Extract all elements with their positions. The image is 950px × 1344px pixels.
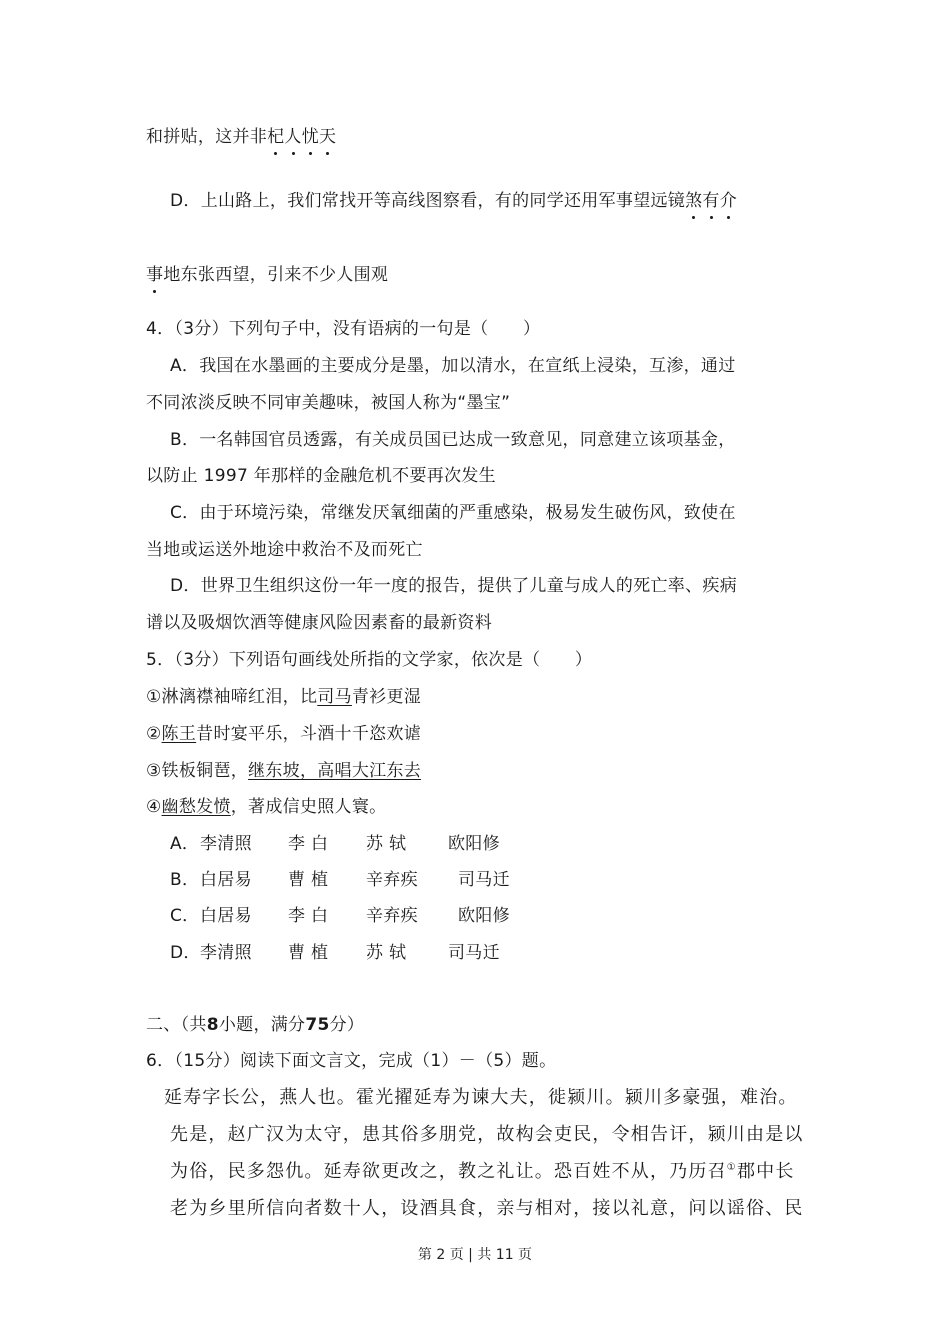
text: 青衫更湿	[351, 687, 422, 707]
q5-line-4	[146, 796, 386, 818]
text: 郡中长	[736, 1161, 795, 1182]
emphasis-char: 忧	[301, 127, 320, 147]
option-name: 辛弃疾	[366, 906, 418, 926]
option-name: 李清照	[200, 943, 252, 963]
emphasis-char: 煞	[685, 191, 703, 211]
option-label: A．	[170, 834, 200, 854]
underlined-text: 幽愁发愤	[161, 797, 231, 817]
text: 地东张西望，引来不少人围观	[163, 265, 389, 285]
q4-option-a-line2: 不同浓淡反映不同审美趣味，被国人称为“墨宝”	[146, 393, 511, 413]
text: ③铁板铜琶，	[146, 761, 249, 781]
option-name: 苏 轼	[366, 943, 407, 963]
q6-passage-line-4: 老为乡里所信向者数十人，设酒具食，亲与相对，接以礼意，问以谣俗、民	[170, 1198, 804, 1219]
q4-option-d-line1: D．世界卫生组织这份一年一度的报告，提供了儿童与成人的死亡率、疾病	[170, 576, 737, 596]
text: 小题，满分	[218, 1015, 306, 1035]
option-name: 白居易	[200, 906, 252, 926]
section-2-heading	[146, 1014, 364, 1036]
option-name: 李 白	[288, 906, 329, 926]
text: D．上山路上，我们常找开等高线图察看，有的同学还用军事望远镜	[170, 191, 686, 211]
text: 和拼贴，这并非	[146, 127, 268, 147]
emphasis-char: 有	[702, 191, 720, 211]
q4-option-c-line2: 当地或运送外地途中救治不及而死亡	[146, 540, 423, 560]
option-name: 辛弃疾	[366, 870, 418, 890]
q3-option-c-tail	[146, 126, 336, 148]
text: ④	[146, 797, 162, 817]
emphasis-char: 人	[284, 127, 302, 147]
q5-line-1	[146, 686, 421, 708]
q4-option-a-line1: A．我国在水墨画的主要成分是墨，加以清水，在宣纸上浸染，互渗，通过	[170, 356, 736, 376]
option-name: 李 白	[288, 834, 329, 854]
q5-line-3	[146, 760, 421, 782]
option-name: 曹 植	[288, 870, 329, 890]
option-label: C．	[170, 906, 200, 926]
q4-option-b-line2: 以防止 1997 年那样的金融危机不要再次发生	[146, 466, 496, 486]
emphasis-char: 天	[319, 127, 337, 147]
text: 为俗，民多怨仇。延寿欲更改之，教之礼让。恐百姓不从，乃历召	[170, 1161, 727, 1182]
text: 昔时宴平乐，斗酒十千恣欢谑	[196, 724, 422, 744]
total-score: 75	[305, 1015, 330, 1035]
underlined-text: 继东坡，高唱大江东去	[248, 761, 422, 781]
option-name: 司马迁	[458, 870, 510, 890]
option-name: 司马迁	[448, 943, 500, 963]
option-label: B．	[170, 870, 200, 890]
q5-option-c	[170, 905, 510, 927]
underlined-text: 司马	[317, 687, 352, 707]
q3-option-d-line2	[146, 264, 388, 286]
q6-passage-line-1: 延寿字长公，燕人也。霍光擢延寿为谏大夫，徙颍川。颍川多豪强，难治。	[164, 1087, 798, 1108]
text: ，著成信史照人寰。	[230, 797, 387, 817]
text: 分）	[329, 1015, 365, 1035]
emphasis-char: 杞	[267, 127, 285, 147]
q6-stem: 6．（15分）阅读下面文言文，完成（1）－（5）题。	[146, 1051, 557, 1071]
q5-option-a	[170, 833, 500, 855]
q6-passage-line-3	[170, 1161, 795, 1183]
q4-option-d-line2: 谱以及吸烟饮酒等健康风险因素畜的最新资料	[146, 613, 492, 633]
page-footer: 第 2 页 | 共 11 页	[417, 1247, 533, 1263]
q5-option-d	[170, 942, 500, 964]
text: 二、（共	[146, 1015, 207, 1035]
q4-option-b-line1: B．一名韩国官员透露，有关成员国已达成一致意见，同意建立该项基金，	[170, 430, 736, 450]
q5-line-2	[146, 723, 421, 745]
emphasis-char: 事	[146, 265, 164, 285]
option-name: 欧阳修	[448, 834, 500, 854]
option-name: 苏 轼	[366, 834, 407, 854]
option-name: 白居易	[200, 870, 252, 890]
footnote-marker: ①	[726, 1162, 737, 1173]
q5-stem: 5．（3分）下列语句画线处所指的文学家，依次是（ ）	[146, 650, 593, 670]
emphasis-char: 介	[719, 191, 738, 211]
q4-stem: 4．（3分）下列句子中，没有语病的一句是（ ）	[146, 319, 541, 339]
option-name: 欧阳修	[458, 906, 510, 926]
question-count: 8	[206, 1015, 219, 1035]
text: ①淋漓襟袖啼红泪，比	[146, 687, 318, 707]
q5-option-b	[170, 869, 510, 891]
underlined-text: 陈王	[161, 724, 197, 744]
q4-option-c-line1: C．由于环境污染，常继发厌氧细菌的严重感染，极易发生破伤风，致使在	[170, 503, 736, 523]
option-name: 曹 植	[288, 943, 329, 963]
option-label: D．	[170, 943, 201, 963]
option-name: 李清照	[200, 834, 252, 854]
q6-passage-line-2: 先是，赵广汉为太守，患其俗多朋党，故构会吏民，令相告讦，颍川由是以	[170, 1124, 804, 1145]
q3-option-d-line1	[170, 190, 737, 212]
text: ②	[146, 724, 162, 744]
